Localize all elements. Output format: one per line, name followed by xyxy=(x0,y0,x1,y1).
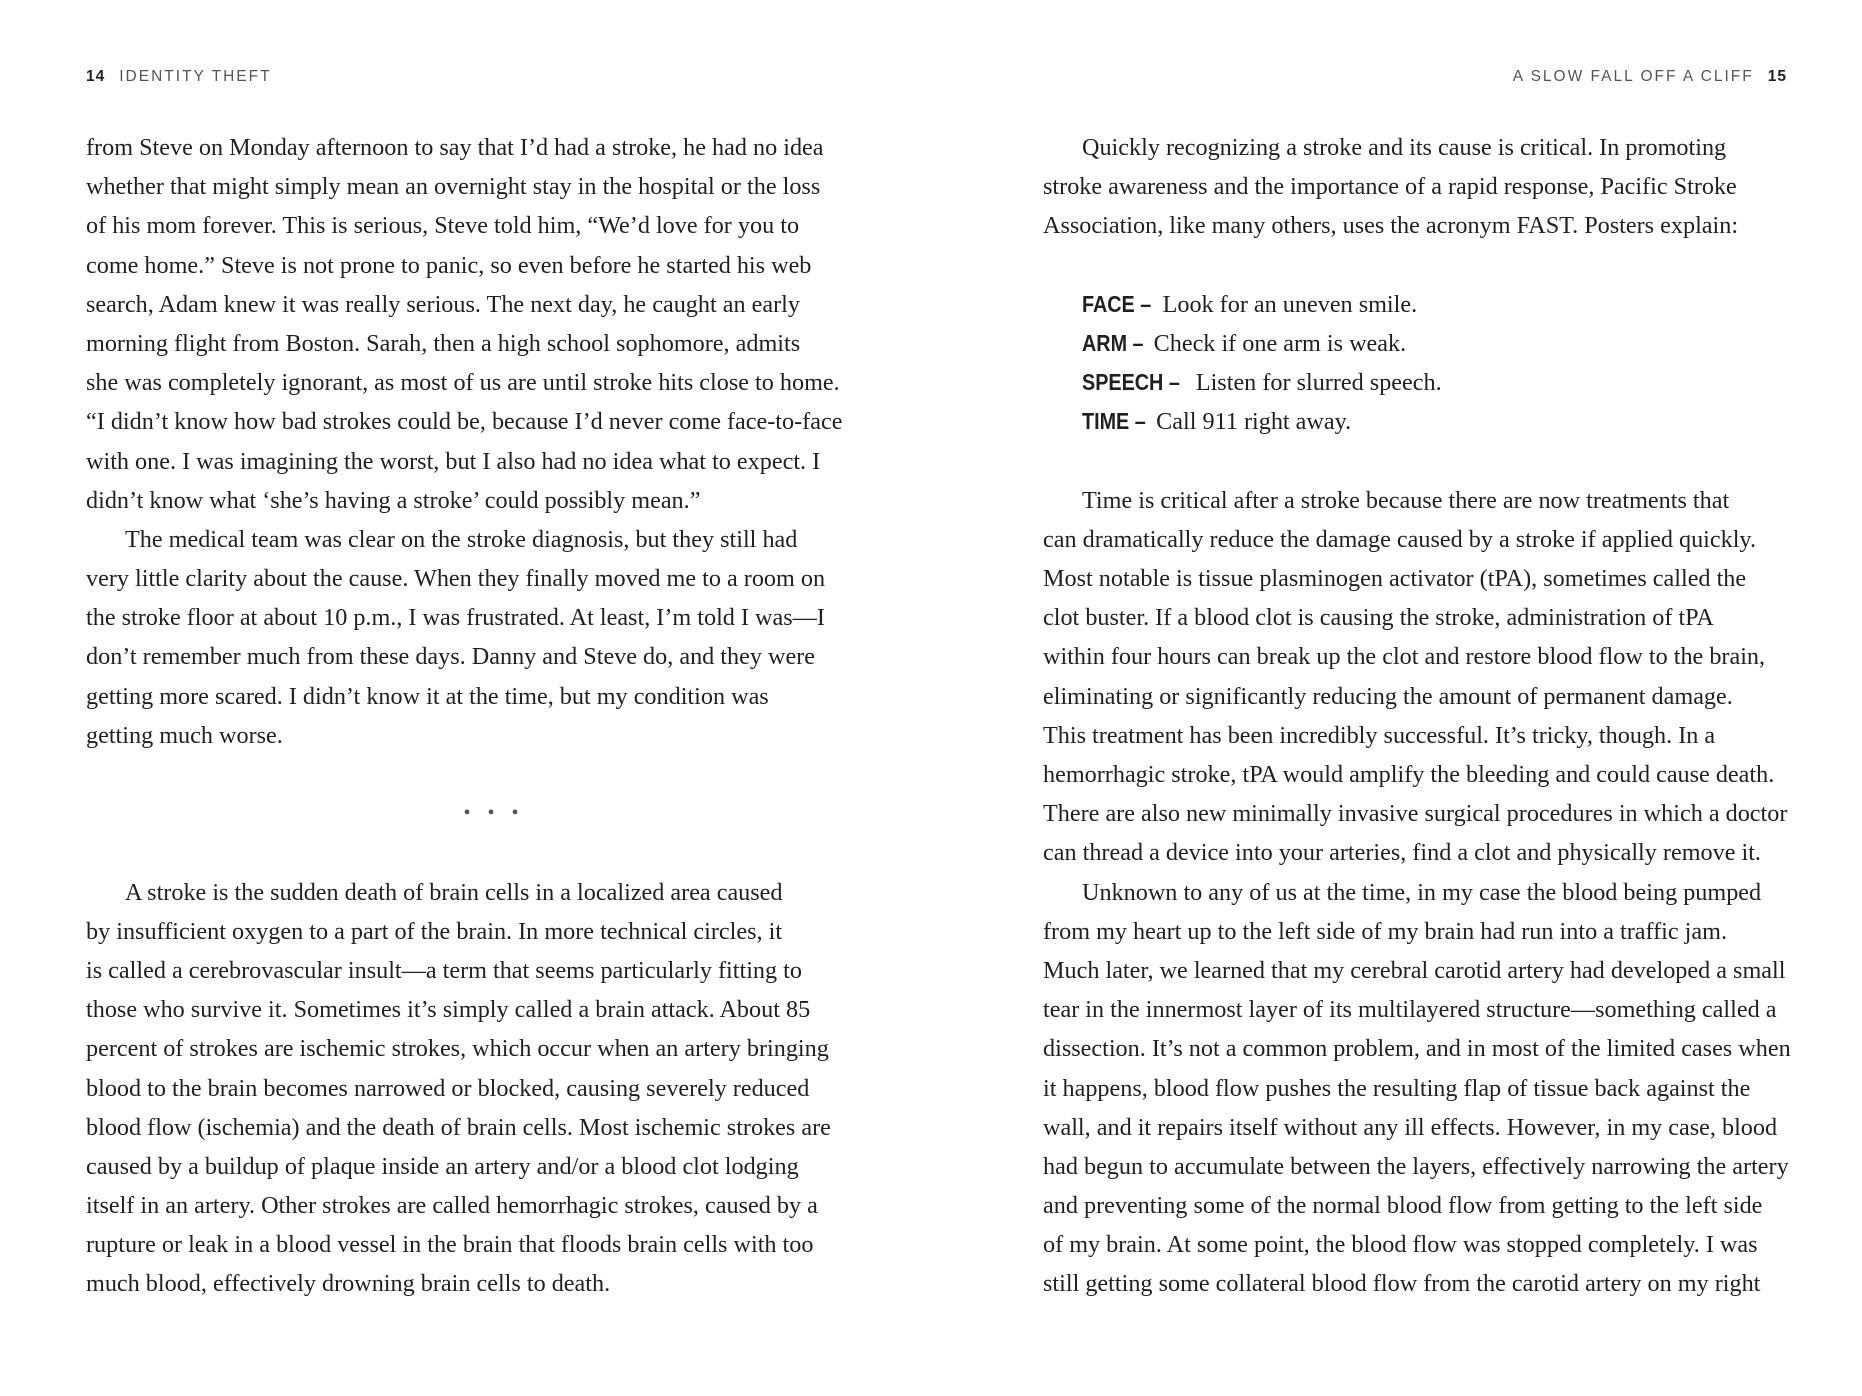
text-line: the stroke floor at about 10 p.m., I was frustrated. At least, I’m told I was—I xyxy=(86,604,825,632)
text-line: with one. I was imagining the worst, but I also had no idea what to expect. I xyxy=(86,447,821,475)
text-line: within four hours can break up the clot and restore blood flow to the brain, xyxy=(1043,643,1766,671)
text-line: still getting some collateral blood flow from the carotid artery on my right xyxy=(1043,1270,1761,1298)
text-line: hemorrhagic stroke, tPA would amplify the bleeding and could cause death. xyxy=(1043,761,1775,788)
left-paragraph-continued xyxy=(86,128,843,520)
left-paragraph-stroke-definition xyxy=(86,873,838,1304)
fast-text: Check if one arm is weak. xyxy=(1147,329,1407,357)
fast-text: Look for an uneven smile. xyxy=(1156,290,1418,318)
text-line: Most notable is tissue plasminogen activator (tPA), sometimes called the xyxy=(1043,565,1747,593)
right-running-head xyxy=(1513,68,1787,86)
right-running-title: A SLOW FALL OFF A CLIFF xyxy=(1512,68,1754,85)
text-line: blood to the brain becomes narrowed or blocked, causing severely reduced xyxy=(86,1074,810,1102)
text-line: can thread a device into your arteries, find a clot and physically remove it. xyxy=(1043,839,1761,867)
text-line: wall, and it repairs itself without any ill effects. However, in my case, blood xyxy=(1043,1113,1778,1141)
text-line: Time is critical after a stroke because there are now treatments that xyxy=(1082,486,1730,514)
right-paragraph-dissection xyxy=(1043,873,1803,1304)
text-line: caused by a buildup of plaque inside an artery and/or a blood clot lodging xyxy=(86,1152,799,1180)
fast-key: FACE – xyxy=(1082,290,1152,317)
spacer xyxy=(1043,246,1803,285)
fast-key: SPEECH – xyxy=(1082,369,1180,396)
text-line: it happens, blood flow pushes the resulting flap of tissue back against the xyxy=(1043,1074,1751,1102)
text-line: didn’t know what ‘she’s having a stroke’ could possibly mean.” xyxy=(86,486,701,514)
text-line: rupture or leak in a blood vessel in the brain that floods brain cells with too xyxy=(86,1231,814,1259)
text-line: from Steve on Monday afternoon to say that I’d had a stroke, he had no idea xyxy=(86,134,824,161)
spacer xyxy=(86,833,838,872)
text-line: dissection. It’s not a common problem, and in most of the limited cases when xyxy=(1043,1035,1791,1063)
fast-text: Call 911 right away. xyxy=(1150,408,1352,436)
text-line: stroke awareness and the importance of a rapid response, Pacific Stroke xyxy=(1043,173,1737,201)
text-line: she was completely ignorant, as most of us are until stroke hits close to home. xyxy=(86,369,840,397)
section-break-ornament: • • • xyxy=(463,802,525,825)
text-line: A stroke is the sudden death of brain cells in a localized area caused xyxy=(125,878,783,906)
text-line: very little clarity about the cause. When they finally moved me to a room on xyxy=(86,565,826,593)
text-line: Association, like many others, uses the acronym FAST. Posters explain: xyxy=(1043,212,1739,240)
text-line: by insufficient oxygen to a part of the brain. In more technical circles, it xyxy=(86,917,783,945)
left-body-text xyxy=(86,128,843,1304)
text-line: come home.” Steve is not prone to panic, so even before he started his web xyxy=(86,251,812,279)
text-line: had begun to accumulate between the layers, effectively narrowing the artery xyxy=(1043,1152,1789,1180)
text-line: those who survive it. Sometimes it’s simply called a brain attack. About 85 xyxy=(86,996,811,1024)
text-line: of his mom forever. This is serious, Steve told him, “We’d love for you to xyxy=(86,212,800,240)
text-line: Unknown to any of us at the time, in my case the blood being pumped xyxy=(1082,878,1762,906)
right-page xyxy=(931,0,1862,1396)
fast-key: ARM – xyxy=(1082,329,1144,356)
text-line: “I didn’t know how bad strokes could be, because I’d never come face-to-face xyxy=(86,408,843,436)
fast-text: Listen for slurred speech. xyxy=(1189,369,1442,397)
text-line: is called a cerebrovascular insult—a term that seems particularly fitting to xyxy=(86,956,802,984)
text-line: Quickly recognizing a stroke and its cause is critical. In promoting xyxy=(1082,134,1727,161)
right-paragraph-treatment xyxy=(1043,481,1803,873)
right-body-text xyxy=(1043,128,1803,1304)
fast-item-face xyxy=(1043,285,1803,324)
left-running-head xyxy=(86,68,272,86)
spacer xyxy=(1043,442,1803,481)
fast-key: TIME – xyxy=(1082,408,1146,435)
text-line: There are also new minimally invasive surgical procedures in which a doctor xyxy=(1043,800,1788,828)
left-paragraph-medical-team xyxy=(86,520,838,755)
text-line: much blood, effectively drowning brain cells to death. xyxy=(86,1270,611,1298)
text-line: and preventing some of the normal blood flow from getting to the left side xyxy=(1043,1192,1763,1220)
text-line: getting more scared. I didn’t know it at the time, but my condition was xyxy=(86,682,769,710)
spacer xyxy=(86,755,838,794)
left-page-number: 14 xyxy=(86,68,106,85)
fast-item-arm xyxy=(1043,324,1803,363)
fast-item-time xyxy=(1043,402,1803,441)
right-paragraph-fast-intro xyxy=(1043,128,1803,246)
text-line: can dramatically reduce the damage caused by a stroke if applied quickly. xyxy=(1043,525,1756,553)
text-line: don’t remember much from these days. Danny and Steve do, and they were xyxy=(86,643,815,671)
text-line: Much later, we learned that my cerebral carotid artery had developed a small xyxy=(1043,956,1786,984)
text-line: clot buster. If a blood clot is causing the stroke, administration of tPA xyxy=(1043,604,1714,632)
text-line: eliminating or significantly reducing the amount of permanent damage. xyxy=(1043,682,1733,710)
text-line: from my heart up to the left side of my brain had run into a traffic jam. xyxy=(1043,917,1727,945)
left-running-title: IDENTITY THEFT xyxy=(119,68,272,85)
text-line: morning flight from Boston. Sarah, then a high school sophomore, admits xyxy=(86,329,801,357)
text-line: itself in an artery. Other strokes are called hemorrhagic strokes, caused by a xyxy=(86,1192,818,1220)
text-line: blood flow (ischemia) and the death of brain cells. Most ischemic strokes are xyxy=(86,1113,831,1141)
text-line: percent of strokes are ischemic strokes, which occur when an artery bringing xyxy=(86,1035,829,1063)
right-page-number: 15 xyxy=(1767,68,1787,85)
text-line: getting much worse. xyxy=(86,721,283,749)
text-line: tear in the innermost layer of its multilayered structure—something called a xyxy=(1043,996,1777,1024)
fast-item-speech xyxy=(1043,363,1803,402)
text-line: of my brain. At some point, the blood flow was stopped completely. I was xyxy=(1043,1231,1758,1259)
text-line: This treatment has been incredibly successful. It’s tricky, though. In a xyxy=(1043,721,1716,749)
text-line: whether that might simply mean an overnight stay in the hospital or the loss xyxy=(86,173,821,201)
text-line: search, Adam knew it was really serious. The next day, he caught an early xyxy=(86,290,800,318)
fast-acronym-list xyxy=(1043,285,1803,442)
text-line: The medical team was clear on the stroke diagnosis, but they still had xyxy=(125,525,798,553)
